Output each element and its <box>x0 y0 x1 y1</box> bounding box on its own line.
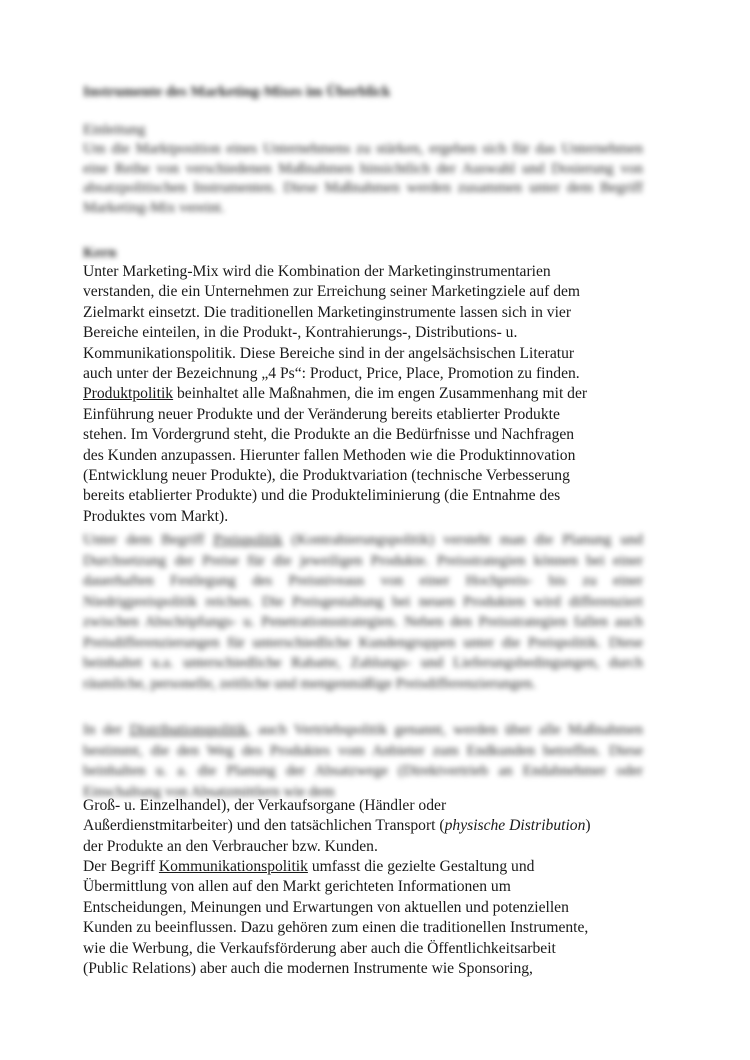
kommunikationspolitik-paragraph <box>83 857 663 979</box>
text-line: Produktes vom Markt). <box>83 507 229 525</box>
text-line: Zielmarkt einsetzt. Die traditionellen Marketinginstrumente lassen sich in vier <box>83 303 572 321</box>
text-line: Produktpolitik beinhaltet alle Maßnahmen, die im engen Zusammenhang mit der <box>83 385 588 403</box>
document-heading: Instrumente des Marketing-Mixes im Überblick <box>83 84 391 100</box>
term-preispolitik: Preispolitik <box>213 532 283 548</box>
term-distributionspolitik: Distributionspolitik <box>129 722 248 738</box>
text-line: (Public Relations) aber auch die modernen Instrumente wie Sponsoring, <box>83 960 533 978</box>
text-line: der Produkte an den Verbraucher bzw. Kunden. <box>83 837 378 855</box>
text-line: Kommunikationspolitik. Diese Bereiche sind in der angelsächsischen Literatur <box>83 344 575 362</box>
text-line: Einführung neuer Produkte und der Veränderung bereits etablierter Produkte <box>83 405 560 423</box>
text-line: auch unter der Bezeichnung „4 Ps“: Product, Price, Place, Promotion zu finden. <box>83 365 580 383</box>
text-line: Kunden zu beeinflussen. Dazu gehören zum einen die traditionellen Instrumente, <box>83 919 589 937</box>
marketing-mix-paragraph <box>83 262 663 527</box>
intro-paragraph: Um die Marktposition eines Unternehmens zu stärken, ergeben sich für das Unternehmen eine Reihe von verschiedenen Maßnahmen hinsichtlich der Auswahl und Dosierung von absatzpolitischen Instrumenten. Diese Maßnahmen werden zusammen unter dem Begriff Marketing-Mix vereint. <box>83 141 643 216</box>
text-line: Entscheidungen, Meinungen und Erwartungen von aktuellen und potenziellen <box>83 898 569 916</box>
text-line: Der Begriff Kommunikationspolitik umfasst die gezielte Gestaltung und <box>83 858 535 875</box>
text-line: stehen. Im Vordergrund steht, die Produkte an die Bedürfnisse und Nachfragen <box>83 426 575 444</box>
intro-title: Einleitung <box>83 122 146 138</box>
distribution-continuation <box>83 796 663 857</box>
emphasis-physische-distribution: physische Distribution <box>444 817 586 835</box>
text-line: Bereiche einteilen, in die Produkt-, Kontrahierungs-, Distributions- u. <box>83 324 518 342</box>
term-produktpolitik: Produktpolitik <box>83 385 174 403</box>
text-line: des Kunden anzupassen. Hierunter fallen Methoden wie die Produktinnovation <box>83 446 576 464</box>
text-line: Außerdienstmitarbeiter) und den tatsächlichen Transport (physische Distribution) <box>83 817 591 835</box>
text-line: verstanden, die ein Unternehmen zur Erreichung seiner Marketingziele auf dem <box>83 283 581 301</box>
text-line: wie die Werbung, die Verkaufsförderung aber auch die Öffentlichkeitsarbeit <box>83 939 556 957</box>
text-line: Unter Marketing-Mix wird die Kombination der Marketinginstrumentarien <box>83 263 551 280</box>
kern-title: Kern <box>83 245 117 261</box>
text-line: (Entwicklung neuer Produkte), die Produktvariation (technische Verbesserung <box>83 467 570 485</box>
text-line: Übermittlung von allen auf den Markt gerichteten Informationen um <box>83 878 511 896</box>
text-line: Groß- u. Einzelhandel), der Verkaufsorgane (Händler oder <box>83 797 447 814</box>
term-kommunikationspolitik: Kommunikationspolitik <box>158 858 308 875</box>
text-line: bereits etablierter Produkte) und die Produkteliminierung (die Entnahme des <box>83 487 561 505</box>
preispolitik-paragraph: Unter dem Begriff Preispolitik (Kontrahierungspolitik) versteht man die Planung und Durchsetzung der Preise für die jeweiligen Produkte. Preisstrategien können bei einer dauerhaften Festlegung des Preisniveaus von einer Hochpreis- bis zu einer Niedrigpreispolitik reichen. Die Preisgestaltung bei neuen Produkten wird differenziert zwischen Abschöpfungs- u. Penetrationsstrategien. Neben den Preisstrategien fallen auch Preisdifferenzierungen für unterschiedliche Kundengruppen unter die Preispolitik. Diese beinhaltet u.a. unterschiedliche Rabatte, Zahlungs- und Lieferungsbedingungen, durch räumliche, personelle, zeitliche und mengenmäßige Preisdifferenzierungen. <box>83 532 643 692</box>
distributionspolitik-paragraph: In der Distributionspolitik, auch Vertriebspolitik genannt, werden über alle Maßnahmen bestimmt, die den Weg des Produktes vom Anbieter zum Endkunden betreffen. Diese beinhalten u. a. die Planung der Absatzwege (Direktvertrieb an Endabnehmer oder Einschaltung von Absatzmittlern wie dem <box>83 722 643 800</box>
